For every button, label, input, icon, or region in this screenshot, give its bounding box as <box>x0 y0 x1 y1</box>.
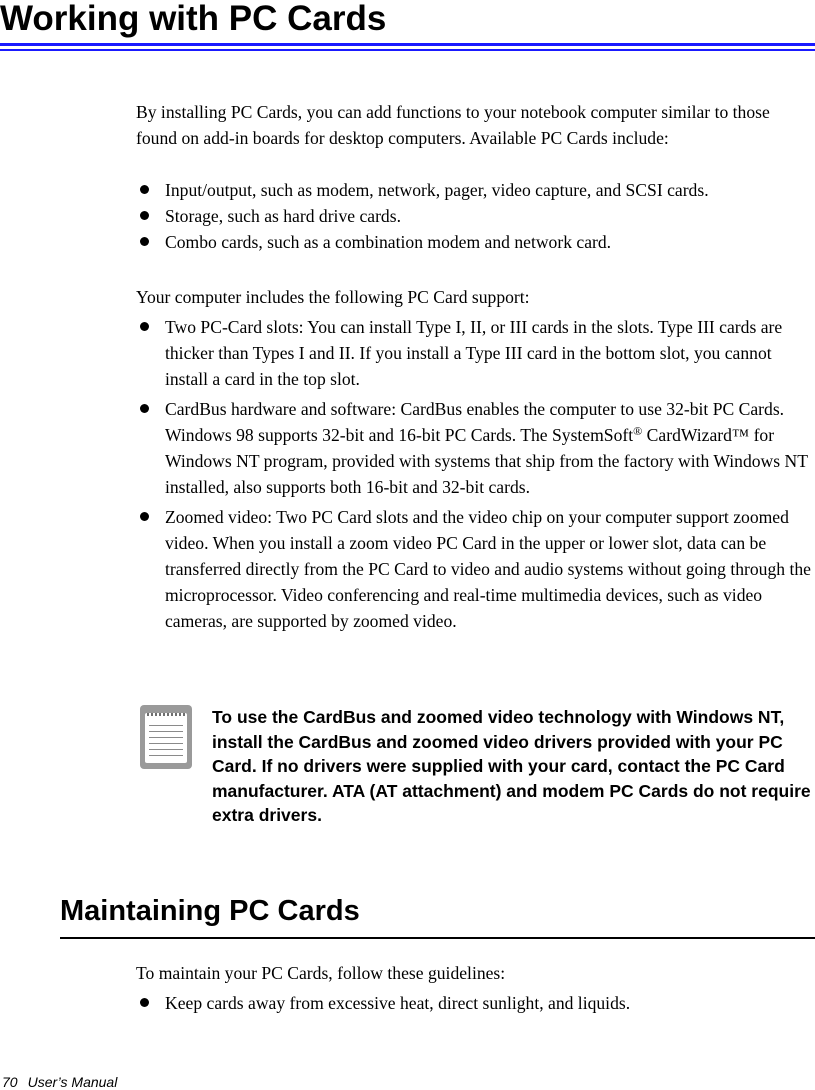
bullet-icon <box>140 404 149 413</box>
bullet-icon <box>140 998 149 1007</box>
manual-title: User’s Manual <box>27 1074 118 1090</box>
list-item-text: Two PC-Card slots: You can install Type I, II, or III cards in the slots. Type III cards are thicker than Types I and II. If you install a Type III card in the bottom slot, you cannot install a card in the top slot. <box>165 317 783 389</box>
card-types-list <box>136 177 815 255</box>
page-footer <box>2 1074 117 1090</box>
title-rule-top <box>0 43 815 46</box>
list-item <box>136 396 815 500</box>
section-title: Maintaining PC Cards <box>60 895 360 927</box>
bullet-icon <box>140 185 149 194</box>
list-item <box>136 177 815 203</box>
title-rule-bottom <box>0 49 815 51</box>
list-item <box>136 314 815 392</box>
list-item <box>136 990 815 1016</box>
list-item <box>136 229 815 255</box>
support-list <box>136 314 815 634</box>
list-item-text: Keep cards away from excessive heat, direct sunlight, and liquids. <box>165 993 631 1013</box>
notepad-icon <box>140 705 192 769</box>
list-item-text: Input/output, such as modem, network, pager, video capture, and SCSI cards. <box>165 180 709 200</box>
list-item-text-part2: CardWizard™ for Windows NT program, provided with systems that ship from the factory with Windows NT installed, also supports both 16-bit and 32-bit cards. <box>165 425 808 497</box>
bullet-icon <box>140 512 149 521</box>
list-item <box>136 203 815 229</box>
list-item-text: Zoomed video: Two PC Card slots and the video chip on your computer support zoomed video. When you install a zoom video PC Card in the upper or lower slot, data can be transferred directly from the PC Card to video and audio systems without going through the microprocessor. Video conferencing and real-time multimedia devices, such as video cameras, are supported by zoomed video. <box>165 507 811 631</box>
maintenance-list <box>136 990 815 1016</box>
bullet-icon <box>140 237 149 246</box>
bullet-icon <box>140 211 149 220</box>
list-item <box>136 504 815 634</box>
list-item-text-part1: CardBus hardware and software: CardBus enables the computer to use 32-bit PC Cards. Windows 98 supports 32-bit and 16-bit PC Cards. The SystemSoft <box>165 399 785 445</box>
note-text: To use the CardBus and zoomed video technology with Windows NT, install the CardBus and zoomed video drivers provided with your PC Card. If no drivers were supplied with your card, contact the PC Card manufacturer. ATA (AT attachment) and modem PC Cards do not require extra drivers. <box>212 707 811 825</box>
registered-mark: ® <box>633 424 643 438</box>
list-item-text: Storage, such as hard drive cards. <box>165 206 401 226</box>
support-intro: Your computer includes the following PC Card support: <box>136 287 530 307</box>
bullet-icon <box>140 322 149 331</box>
page-number: 70 <box>2 1074 18 1090</box>
page-title: Working with PC Cards <box>0 0 387 38</box>
intro-paragraph: By installing PC Cards, you can add functions to your notebook computer similar to those found on add-in boards for desktop computers. Available PC Cards include: <box>136 102 770 148</box>
list-item-text: Combo cards, such as a combination modem and network card. <box>165 232 612 252</box>
section-intro: To maintain your PC Cards, follow these guidelines: <box>136 963 506 983</box>
section-rule <box>60 937 815 939</box>
